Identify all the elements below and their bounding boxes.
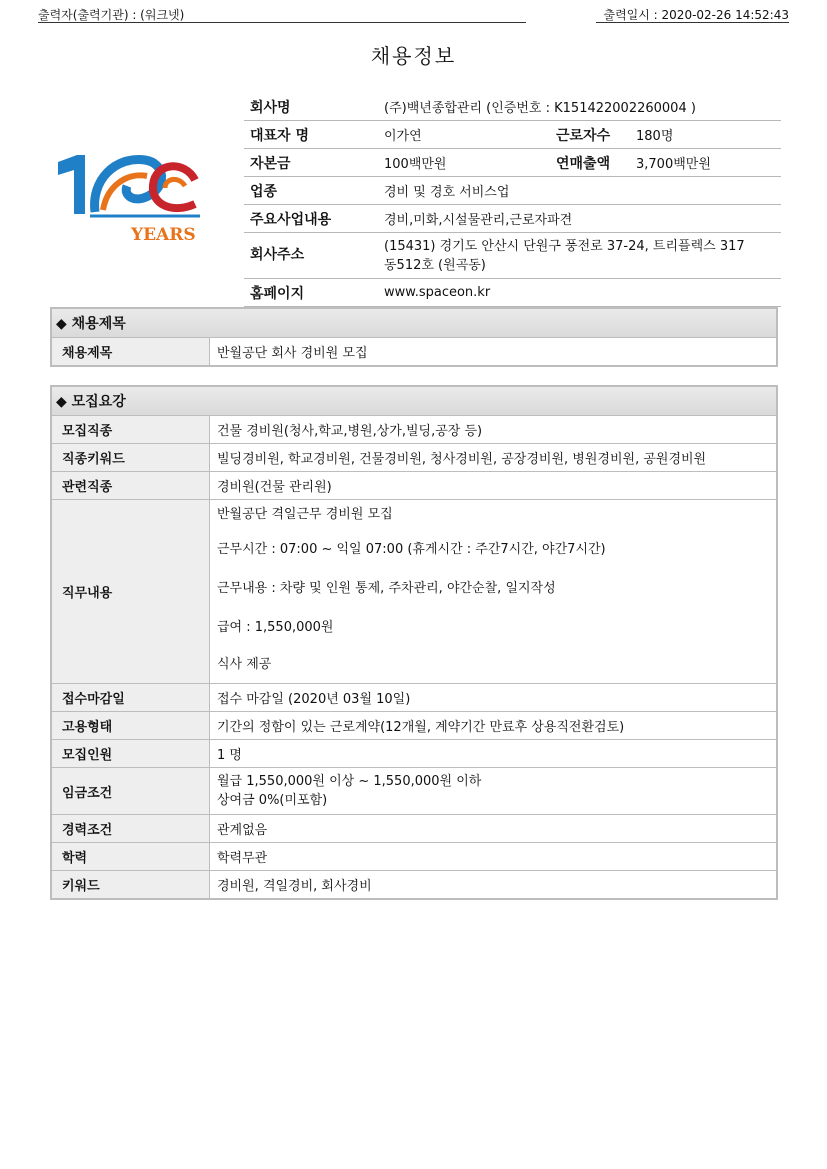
ceo-row [244, 121, 781, 149]
industry-label: 업종 [244, 177, 378, 205]
employment-label: 고용형태 [51, 712, 210, 740]
duty-row [51, 500, 777, 684]
address-line-2: 동512호 (원곡동) [384, 257, 486, 273]
requirements-section-header: ◆ 모집요강 [51, 386, 777, 416]
duty-line: 급여 : 1,550,000원 [217, 620, 334, 635]
capital-label: 자본금 [244, 149, 378, 177]
duty-label: 직무내용 [51, 500, 210, 684]
job-type-row [51, 416, 777, 444]
job-keywords-value: 빌딩경비원, 학교경비원, 건물경비원, 청사경비원, 공장경비원, 병원경비원, 공원경비원 [210, 444, 778, 472]
experience-label: 경력조건 [51, 815, 210, 843]
address-value [378, 233, 781, 279]
duty-value [210, 500, 778, 684]
job-type-label: 모집직종 [51, 416, 210, 444]
wage-value [210, 768, 778, 815]
workers-label: 근로자수 [550, 121, 630, 149]
recruit-title-section [50, 307, 778, 367]
keyword-label: 키워드 [51, 871, 210, 900]
employment-value: 기간의 정함이 있는 근로계약(12개월, 계약기간 만료후 상용직전환검토) [210, 712, 778, 740]
keyword-value: 경비원, 격일경비, 회사경비 [210, 871, 778, 900]
sales-label: 연매출액 [550, 149, 630, 177]
wage-line-1: 월급 1,550,000원 이상 ~ 1,550,000원 이하 [217, 774, 482, 789]
headcount-label: 모집인원 [51, 740, 210, 768]
duty-line: 식사 제공 [217, 657, 272, 672]
recruit-title-value: 반월공단 회사 경비원 모집 [210, 338, 778, 367]
homepage-link[interactable]: www.spaceon.kr [378, 279, 781, 307]
job-type-value: 건물 경비원(청사,학교,병원,상가,빌딩,공장 등) [210, 416, 778, 444]
employment-row [51, 712, 777, 740]
sales-value: 3,700백만원 [630, 149, 781, 177]
business-row [244, 205, 781, 233]
education-label: 학력 [51, 843, 210, 871]
industry-row [244, 177, 781, 205]
address-row [244, 233, 781, 279]
header-divider-right [596, 22, 789, 23]
related-row [51, 472, 777, 500]
address-label: 회사주소 [244, 233, 378, 279]
duty-line: 반월공단 격일근무 경비원 모집 [217, 507, 393, 522]
company-logo [55, 150, 205, 245]
deadline-value: 접수 마감일 (2020년 03월 10일) [210, 684, 778, 712]
ceo-value: 이가연 [378, 121, 550, 149]
company-info-table [244, 93, 781, 307]
logo-years-text: YEARS [131, 225, 196, 245]
requirements-section [50, 385, 778, 900]
printed-at: 출력일시 : 2020-02-26 14:52:43 [603, 8, 789, 22]
company-name-value: (주)백년종합관리 (인증번호 : K151422002260004 ) [378, 93, 781, 121]
workers-value: 180명 [630, 121, 781, 149]
related-job-value: 경비원(건물 관리원) [210, 472, 778, 500]
logo-graphic [55, 150, 205, 245]
deadline-row [51, 684, 777, 712]
keywords-row [51, 444, 777, 472]
headcount-value: 1 명 [210, 740, 778, 768]
wage-line-2: 상여금 0%(미포함) [217, 793, 328, 808]
experience-value: 관계없음 [210, 815, 778, 843]
headcount-row [51, 740, 777, 768]
wage-row [51, 768, 777, 815]
homepage-row [244, 279, 781, 307]
printed-by: 출력자(출력기관) : (워크넷) [38, 8, 185, 22]
related-job-label: 관련직종 [51, 472, 210, 500]
industry-value: 경비 및 경호 서비스업 [378, 177, 781, 205]
keyword-row [51, 871, 777, 900]
experience-row [51, 815, 777, 843]
recruit-title-label: 채용제목 [51, 338, 210, 367]
wage-label: 임금조건 [51, 768, 210, 815]
education-value: 학력무관 [210, 843, 778, 871]
header-divider-left [38, 22, 526, 23]
homepage-label: 홈페이지 [244, 279, 378, 307]
capital-row [244, 149, 781, 177]
company-name-label: 회사명 [244, 93, 378, 121]
business-value: 경비,미화,시설물관리,근로자파견 [378, 205, 781, 233]
business-label: 주요사업내용 [244, 205, 378, 233]
company-name-row [244, 93, 781, 121]
education-row [51, 843, 777, 871]
duty-line: 근무시간 : 07:00 ~ 익일 07:00 (휴게시간 : 주간7시간, 야간7시간) [217, 542, 606, 557]
capital-value: 100백만원 [378, 149, 550, 177]
job-keywords-label: 직종키워드 [51, 444, 210, 472]
page-title: 채용정보 [370, 44, 457, 68]
address-line-1: (15431) 경기도 안산시 단원구 풍전로 37-24, 트리플렉스 317 [384, 238, 745, 254]
recruit-title-row [51, 338, 777, 367]
ceo-label: 대표자 명 [244, 121, 378, 149]
duty-line: 근무내용 : 차량 및 인원 통제, 주차관리, 야간순찰, 일지작성 [217, 581, 556, 596]
recruit-title-section-header: ◆ 채용제목 [51, 308, 777, 338]
deadline-label: 접수마감일 [51, 684, 210, 712]
